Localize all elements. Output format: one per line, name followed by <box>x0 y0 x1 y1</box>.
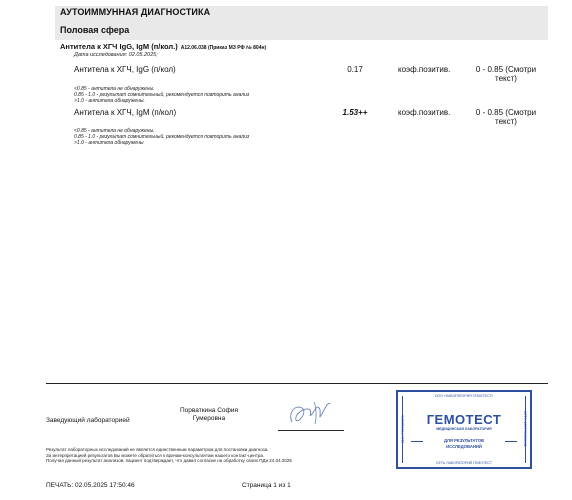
test-code: A12.06.038 (Приказ МЗ РФ № 804н) <box>180 45 267 51</box>
reference-range-line: 0 - 0.85 (Смотри <box>475 108 537 117</box>
result-unit: коэф.позитив. <box>398 65 451 74</box>
stamp-top-label: ООО «ЛАБОРАТОРИЯ ГЕМОТЕСТ» <box>434 394 494 398</box>
stamp-bottom-label: СЕТЬ ЛАБОРАТОРИЙ ГЕМОТЕСТ <box>436 461 492 465</box>
stamp-top-text <box>403 394 525 398</box>
stamp-left-text: ИНН 7709383571 <box>401 415 405 444</box>
reference-range-line: текст) <box>495 74 517 83</box>
reference-range <box>468 108 544 126</box>
result-unit: коэф.позитив. <box>398 108 451 117</box>
print-timestamp: ПЕЧАТЬ: 02.05.2025 17:50:46 <box>46 482 135 489</box>
lab-stamp <box>396 390 532 469</box>
result-note <box>74 86 249 104</box>
note-line: <0.85 - антитела не обнаружены. <box>74 86 155 92</box>
disclaimer-line: За интерпретацией результатов Вы можете обратиться к врачам-консультантам нашего контакт-центра. <box>46 452 265 458</box>
result-name: Антитела к ХГЧ, IgM (п/кол) <box>74 108 177 117</box>
disclaimer-line: Получая данный результат анализов, пациент подтверждает, что давал согласие на обработку своих ПДн 24.04.2025 <box>46 458 292 463</box>
stamp-purpose-line: ИССЛЕДОВАНИЙ <box>446 443 482 449</box>
disclaimer <box>46 447 386 464</box>
result-value: 1.53++ <box>342 108 368 117</box>
result-name: Антитела к ХГЧ, IgG (п/кол) <box>74 65 176 74</box>
reference-range <box>468 65 544 83</box>
stamp-purpose-line: ДЛЯ РЕЗУЛЬТАТОВ <box>444 438 484 443</box>
test-header <box>60 42 266 51</box>
head-name-line: Гумеровна <box>192 415 226 422</box>
stamp-right-text: ОГРН 1037709058442 <box>523 411 527 447</box>
signature-line <box>278 430 344 431</box>
note-line: 0.85 - 1.0 - результат сомнительный, рекомендуется повторить анализ <box>74 92 250 98</box>
study-date: Дата исследования: 02.05.2025; <box>74 52 158 58</box>
head-name-line: Порваткина София <box>179 407 239 414</box>
signature-image <box>284 396 336 430</box>
stamp-subtitle: МЕДИЦИНСКАЯ ЛАБОРАТОРИЯ <box>436 427 492 431</box>
page-number: Страница 1 из 1 <box>242 482 291 489</box>
stamp-inner-frame <box>402 396 526 463</box>
stamp-bottom-text <box>403 461 525 465</box>
head-of-lab-name <box>162 407 256 423</box>
note-line: >1.0 - антитела обнаружены. <box>74 98 145 104</box>
result-note <box>74 128 249 146</box>
stamp-brand: ГЕМОТЕСТ <box>426 412 502 427</box>
reference-range-line: 0 - 0.85 (Смотри <box>475 65 537 74</box>
stamp-purpose <box>421 438 507 449</box>
note-line: <0.85 - антитела не обнаружены. <box>74 128 155 134</box>
footer-divider <box>46 383 548 384</box>
note-line: 0.85 - 1.0 - результат сомнительный, рекомендуется повторить анализ <box>74 134 250 140</box>
section-title: АУТОИММУННАЯ ДИАГНОСТИКА <box>60 7 211 17</box>
note-line: >1.0 - антитела обнаружены <box>74 140 144 146</box>
test-name: Антитела к ХГЧ IgG, IgM (п/кол.) <box>60 42 178 51</box>
group-title: Половая сфера <box>60 25 130 35</box>
reference-range-line: текст) <box>495 117 517 126</box>
result-value: 0.17 <box>347 65 363 74</box>
head-of-lab-label: Заведующий лабораторией <box>46 417 130 424</box>
disclaimer-line: Результат лабораторных исследований не является единственным параметром для постановки диагноза. <box>46 447 269 452</box>
